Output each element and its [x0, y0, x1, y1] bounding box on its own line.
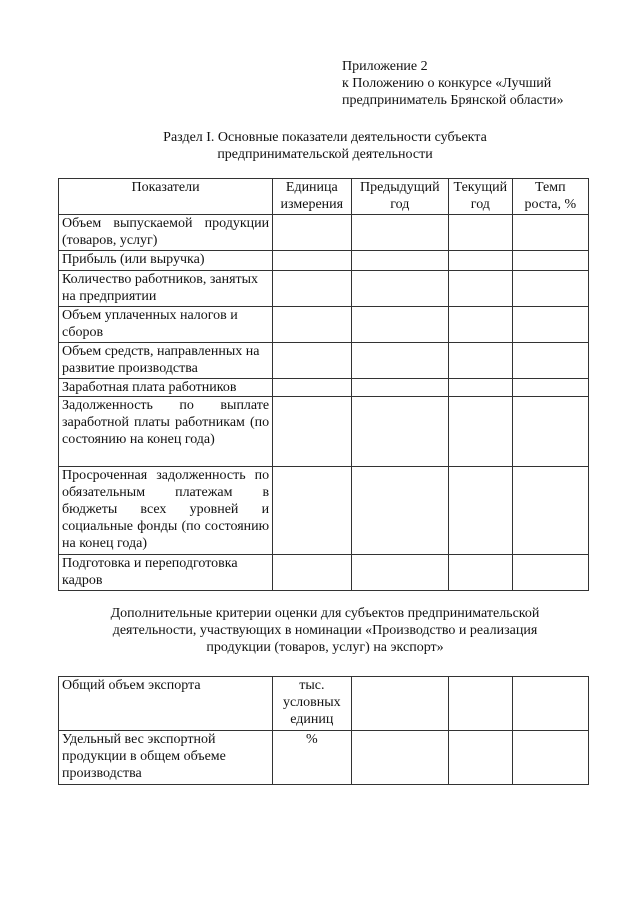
section-title-line: Раздел I. Основные показатели деятельности субъекта: [163, 130, 487, 145]
table-row: [59, 343, 589, 379]
value-cell[interactable]: [351, 397, 449, 467]
unit-cell: %: [273, 731, 351, 785]
extra-title-line: деятельности, участвующих в номинации «Производство и реализация: [112, 623, 538, 638]
indicator-cell: Прибыль (или выручка): [59, 251, 273, 271]
value-cell[interactable]: [273, 307, 351, 343]
value-cell[interactable]: [449, 677, 513, 731]
indicator-cell: Удельный вес экспортной продукции в общем объеме производства: [59, 731, 273, 785]
value-cell[interactable]: [512, 555, 588, 591]
table-row: [59, 467, 589, 555]
value-cell[interactable]: [273, 379, 351, 397]
extra-title-line: Дополнительные критерии оценки для субъектов предпринимательской: [110, 606, 540, 621]
appendix-line: предприниматель Брянской области»: [342, 93, 564, 108]
value-cell[interactable]: [351, 677, 449, 731]
indicator-cell: Подготовка и переподготовка кадров: [59, 555, 273, 591]
value-cell[interactable]: [512, 251, 588, 271]
table-row: [59, 677, 589, 731]
indicator-cell: Объем средств, направленных на развитие производства: [59, 343, 273, 379]
value-cell[interactable]: [351, 343, 449, 379]
value-cell[interactable]: [512, 215, 588, 251]
export-criteria-table: [58, 676, 589, 785]
value-cell[interactable]: [449, 731, 513, 785]
value-cell[interactable]: [273, 271, 351, 307]
value-cell[interactable]: [449, 467, 513, 555]
section-title: [60, 129, 590, 163]
table-row: [59, 215, 589, 251]
value-cell[interactable]: [273, 467, 351, 555]
header-cell: Предыдущий год: [351, 179, 449, 215]
value-cell[interactable]: [273, 397, 351, 467]
value-cell[interactable]: [273, 251, 351, 271]
section-title-line: предпринимательской деятельности: [217, 147, 433, 162]
unit-cell: тыс. условных единиц: [273, 677, 351, 731]
extra-criteria-title: [60, 605, 590, 656]
value-cell[interactable]: [449, 555, 513, 591]
value-cell[interactable]: [351, 215, 449, 251]
table-row: [59, 397, 589, 467]
indicator-cell: Просроченная задолженность по обязательным платежам в бюджеты всех уровней и социальные фонды (по состоянию на конец года): [59, 467, 273, 555]
indicator-cell: Общий объем экспорта: [59, 677, 273, 731]
table-row: [59, 307, 589, 343]
value-cell[interactable]: [512, 343, 588, 379]
value-cell[interactable]: [512, 271, 588, 307]
indicator-cell: Задолженность по выплате заработной платы работникам (по состоянию на конец года): [59, 397, 273, 467]
value-cell[interactable]: [351, 555, 449, 591]
table-row: [59, 731, 589, 785]
value-cell[interactable]: [273, 343, 351, 379]
value-cell[interactable]: [351, 307, 449, 343]
value-cell[interactable]: [512, 307, 588, 343]
main-indicators-table: [58, 178, 589, 591]
table-header-row: [59, 179, 589, 215]
table-row: [59, 555, 589, 591]
appendix-line: Приложение 2: [342, 59, 428, 74]
header-cell: Показатели: [59, 179, 273, 215]
value-cell[interactable]: [449, 379, 513, 397]
value-cell[interactable]: [449, 397, 513, 467]
table-row: [59, 379, 589, 397]
value-cell[interactable]: [273, 215, 351, 251]
extra-title-line: продукции (товаров, услуг) на экспорт»: [206, 640, 444, 655]
appendix-header: [342, 58, 602, 109]
value-cell[interactable]: [351, 467, 449, 555]
header-cell: Текущий год: [449, 179, 513, 215]
value-cell[interactable]: [273, 555, 351, 591]
value-cell[interactable]: [512, 731, 588, 785]
table-row: [59, 251, 589, 271]
value-cell[interactable]: [351, 379, 449, 397]
value-cell[interactable]: [351, 271, 449, 307]
value-cell[interactable]: [512, 379, 588, 397]
indicator-cell: Заработная плата работников: [59, 379, 273, 397]
indicator-cell: Объем уплаченных налогов и сборов: [59, 307, 273, 343]
indicator-cell: Объем выпускаемой продукции (товаров, услуг): [59, 215, 273, 251]
header-cell: Темп роста, %: [512, 179, 588, 215]
value-cell[interactable]: [351, 731, 449, 785]
value-cell[interactable]: [512, 467, 588, 555]
value-cell[interactable]: [449, 343, 513, 379]
value-cell[interactable]: [351, 251, 449, 271]
appendix-line: к Положению о конкурсе «Лучший: [342, 76, 552, 91]
table-row: [59, 271, 589, 307]
value-cell[interactable]: [449, 251, 513, 271]
value-cell[interactable]: [449, 271, 513, 307]
value-cell[interactable]: [512, 677, 588, 731]
value-cell[interactable]: [449, 307, 513, 343]
value-cell[interactable]: [512, 397, 588, 467]
indicator-cell: Количество работников, занятых на предприятии: [59, 271, 273, 307]
value-cell[interactable]: [449, 215, 513, 251]
header-cell: Единица измерения: [273, 179, 351, 215]
